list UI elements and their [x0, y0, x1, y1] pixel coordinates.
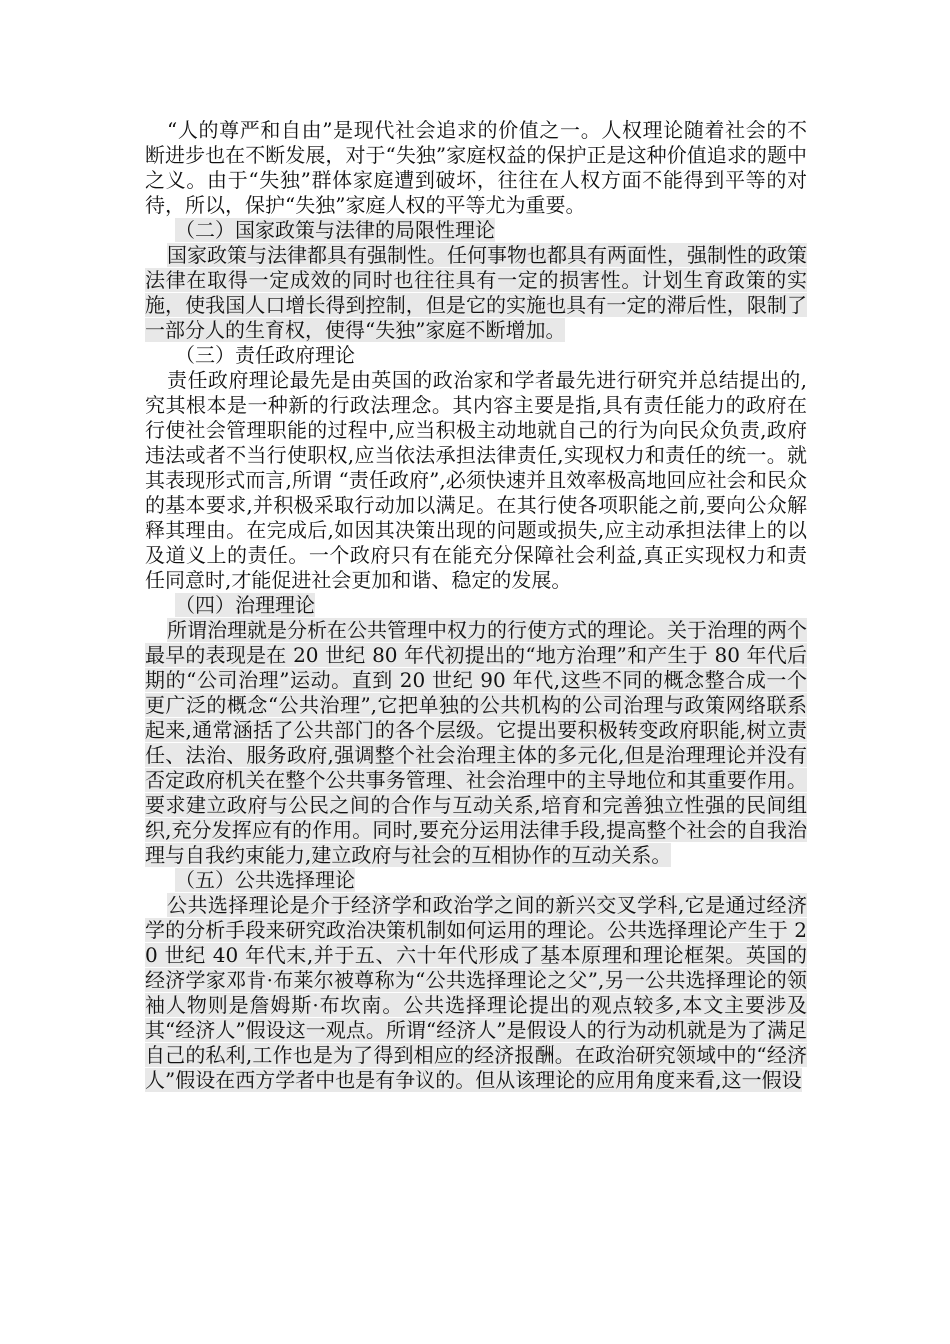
paragraph-public-choice [145, 893, 807, 1093]
paragraph-policy-limits [145, 243, 807, 343]
paragraph-text: 所谓治理就是分析在公共管理中权力的行使方式的理论。关于治理的两个最早的表现是在 20 世纪 80 年代初提出的“地方治理”和产生于 80 年代后期的“公司治理”运动。直到 20 世纪 90 年代,这些不同的概念整合成一个更广泛的概念“公共治理”,它把单独的公共机构的公司治理与政策网络联系起来,通常涵括了公共部门的各个层级。它提出要积极转变政府职能,树立责任、法治、服务政府,强调整个社会治理主体的多元化,但是治理理论并没有否定政府机关在整个公共事务管理、社会治理中的主导地位和其重要作用。要求建立政府与公民之间的合作与互动关系,培育和完善独立性强的民间组织,充分发挥应有的作用。同时,要充分运用法律手段,提高整个社会的自我治理与自我约束能力,建立政府与社会的互相协作的互动关系。 [145, 618, 807, 867]
section-heading-2 [145, 218, 807, 243]
paragraph-responsible-government [145, 368, 807, 593]
section-heading-3 [145, 343, 807, 368]
heading-text: （五）公共选择理论 [175, 868, 355, 892]
section-heading-5 [145, 868, 807, 893]
document-body [145, 118, 807, 1093]
heading-text: （三）责任政府理论 [175, 343, 355, 367]
paragraph-human-rights [145, 118, 807, 218]
paragraph-text: 公共选择理论是介于经济学和政治学之间的新兴交叉学科,它是通过经济学的分析手段来研究政治决策机制如何运用的理论。公共选择理论产生于 20 世纪 40 年代末,并于五、六十年代形成了基本原理和理论框架。英国的经济学家邓肯·布莱尔被尊称为“公共选择理论之父”,另一公共选择理论的领袖人物则是詹姆斯·布坎南。公共选择理论提出的观点较多,本文主要涉及其“经济人”假设这一观点。所谓“经济人”是假设人的行为动机就是为了满足自己的私利,工作也是为了得到相应的经济报酬。在政治研究领域中的“经济人”假设在西方学者中也是有争议的。但从该理论的应用角度来看,这一假设 [145, 893, 807, 1092]
section-heading-4 [145, 593, 807, 618]
paragraph-text: “人的尊严和自由”是现代社会追求的价值之一。人权理论随着社会的不断进步也在不断发展，对于“失独”家庭权益的保护正是这种价值追求的题中之义。由于“失独”群体家庭遭到破坏，往往在人权方面不能得到平等的对待，所以，保护“失独”家庭人权的平等尤为重要。 [145, 118, 807, 217]
heading-text: （二）国家政策与法律的局限性理论 [175, 218, 495, 242]
paragraph-text: 国家政策与法律都具有强制性。任何事物也都具有两面性，强制性的政策法律在取得一定成效的同时也往往具有一定的损害性。计划生育政策的实施，使我国人口增长得到控制，但是它的实施也具有一定的滞后性，限制了一部分人的生育权，使得“失独”家庭不断增加。 [145, 243, 807, 342]
paragraph-text: 责任政府理论最先是由英国的政治家和学者最先进行研究并总结提出的,究其根本是一种新的行政法理念。其内容主要是指,具有责任能力的政府在行使社会管理职能的过程中,应当积极主动地就自己的行为向民众负责,政府违法或者不当行使职权,应当依法承担法律责任,实现权力和责任的统一。就其表现形式而言,所谓 “责任政府”,必须快速并且效率极高地回应社会和民众的基本要求,并积极采取行动加以满足。在其行使各项职能之前,要向公众解释其理由。在完成后,如因其决策出现的问题或损失,应主动承担法律上的以及道义上的责任。一个政府只有在能充分保障社会利益,真正实现权力和责任同意时,才能促进社会更加和谐、稳定的发展。 [145, 368, 807, 592]
paragraph-governance [145, 618, 807, 868]
heading-text: （四）治理理论 [175, 593, 315, 617]
